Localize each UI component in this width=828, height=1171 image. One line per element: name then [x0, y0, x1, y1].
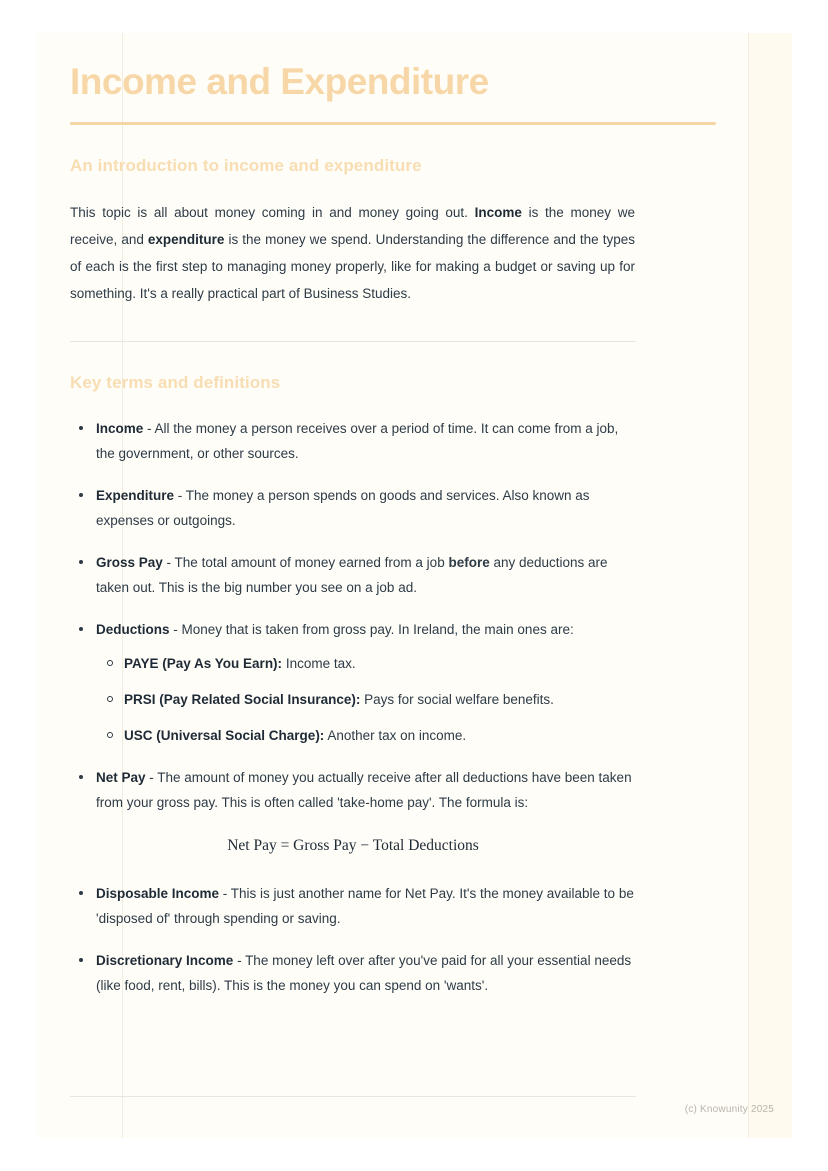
copyright-footer: (c) Knowunity 2025 — [684, 1104, 774, 1115]
title-underline — [70, 122, 716, 125]
term-definition: - The amount of money you actually receive after all deductions have been taken from your gross pay. This is often called 'take-home pay'. The formula is: — [96, 770, 632, 810]
subterm-definition: Pays for social welfare benefits. — [360, 692, 554, 707]
subterm-definition: Another tax on income. — [324, 728, 467, 743]
list-item — [70, 416, 636, 466]
intro-text-3: is the money we spend. Understanding the difference and the types of each is the first step to managing money properly, like for making a budget or saving up for something. It's a really practical part of Business Studies. — [70, 232, 636, 301]
terms-list — [70, 416, 636, 815]
term-name: Deductions — [96, 622, 170, 637]
section-divider — [70, 341, 636, 342]
paper-right-margin-tint — [748, 33, 792, 1138]
intro-term-income: Income — [474, 205, 522, 220]
section-heading-key-terms: Key terms and definitions — [70, 373, 281, 392]
intro-term-expenditure: expenditure — [147, 232, 225, 247]
term-definition-post: any deductions are taken out. This is the big number you see on a job ad. — [96, 555, 608, 595]
term-definition: - All the money a person receives over a period of time. It can come from a job, the government, or other sources. — [96, 421, 619, 461]
term-name: Income — [96, 421, 144, 436]
subterm-name: PRSI (Pay Related Social Insurance): — [124, 692, 361, 707]
intro-section — [70, 155, 636, 307]
term-name: Gross Pay — [96, 555, 163, 570]
term-name: Expenditure — [96, 488, 175, 503]
intro-paragraph — [70, 199, 635, 307]
footer-divider — [70, 1096, 636, 1097]
list-item — [70, 550, 636, 600]
terms-section — [70, 372, 636, 998]
subterm-name: USC (Universal Social Charge): — [124, 728, 325, 743]
list-item — [70, 765, 636, 815]
list-item — [70, 617, 636, 748]
net-pay-formula: Net Pay = Gross Pay − Total Deductions — [227, 837, 479, 854]
terms-list-continued — [70, 881, 636, 998]
subterm-definition: Income tax. — [282, 656, 356, 671]
list-item — [70, 881, 636, 931]
deductions-sublist — [96, 652, 636, 748]
term-definition-pre: - The total amount of money earned from a job — [162, 555, 449, 570]
list-item — [70, 483, 636, 533]
page-title: Income and Expenditure — [70, 61, 489, 102]
term-definition: - This is just another name for Net Pay. It's the money available to be 'disposed of' through spending or saving. — [96, 886, 634, 926]
intro-text-2: is the money we receive, and — [70, 205, 635, 247]
section-heading-intro: An introduction to income and expenditure — [70, 156, 422, 175]
term-emphasis: before — [448, 555, 490, 570]
paper-right-margin-rule — [748, 33, 749, 1138]
document-content — [70, 60, 636, 1015]
term-name: Discretionary Income — [96, 953, 234, 968]
list-item — [70, 948, 636, 998]
list-item — [96, 688, 636, 712]
subterm-name: PAYE (Pay As You Earn): — [124, 656, 283, 671]
list-item — [96, 652, 636, 676]
list-item — [96, 724, 636, 748]
term-name: Disposable Income — [96, 886, 220, 901]
intro-text-1: This topic is all about money coming in and money going out. — [70, 205, 475, 220]
term-definition: - Money that is taken from gross pay. In Ireland, the main ones are: — [169, 622, 574, 637]
term-definition: - The money left over after you've paid for all your essential needs (like food, rent, bills). This is the money you can spend on 'wants'. — [96, 953, 632, 993]
term-name: Net Pay — [96, 770, 146, 785]
term-definition: - The money a person spends on goods and services. Also known as expenses or outgoings. — [96, 488, 590, 528]
